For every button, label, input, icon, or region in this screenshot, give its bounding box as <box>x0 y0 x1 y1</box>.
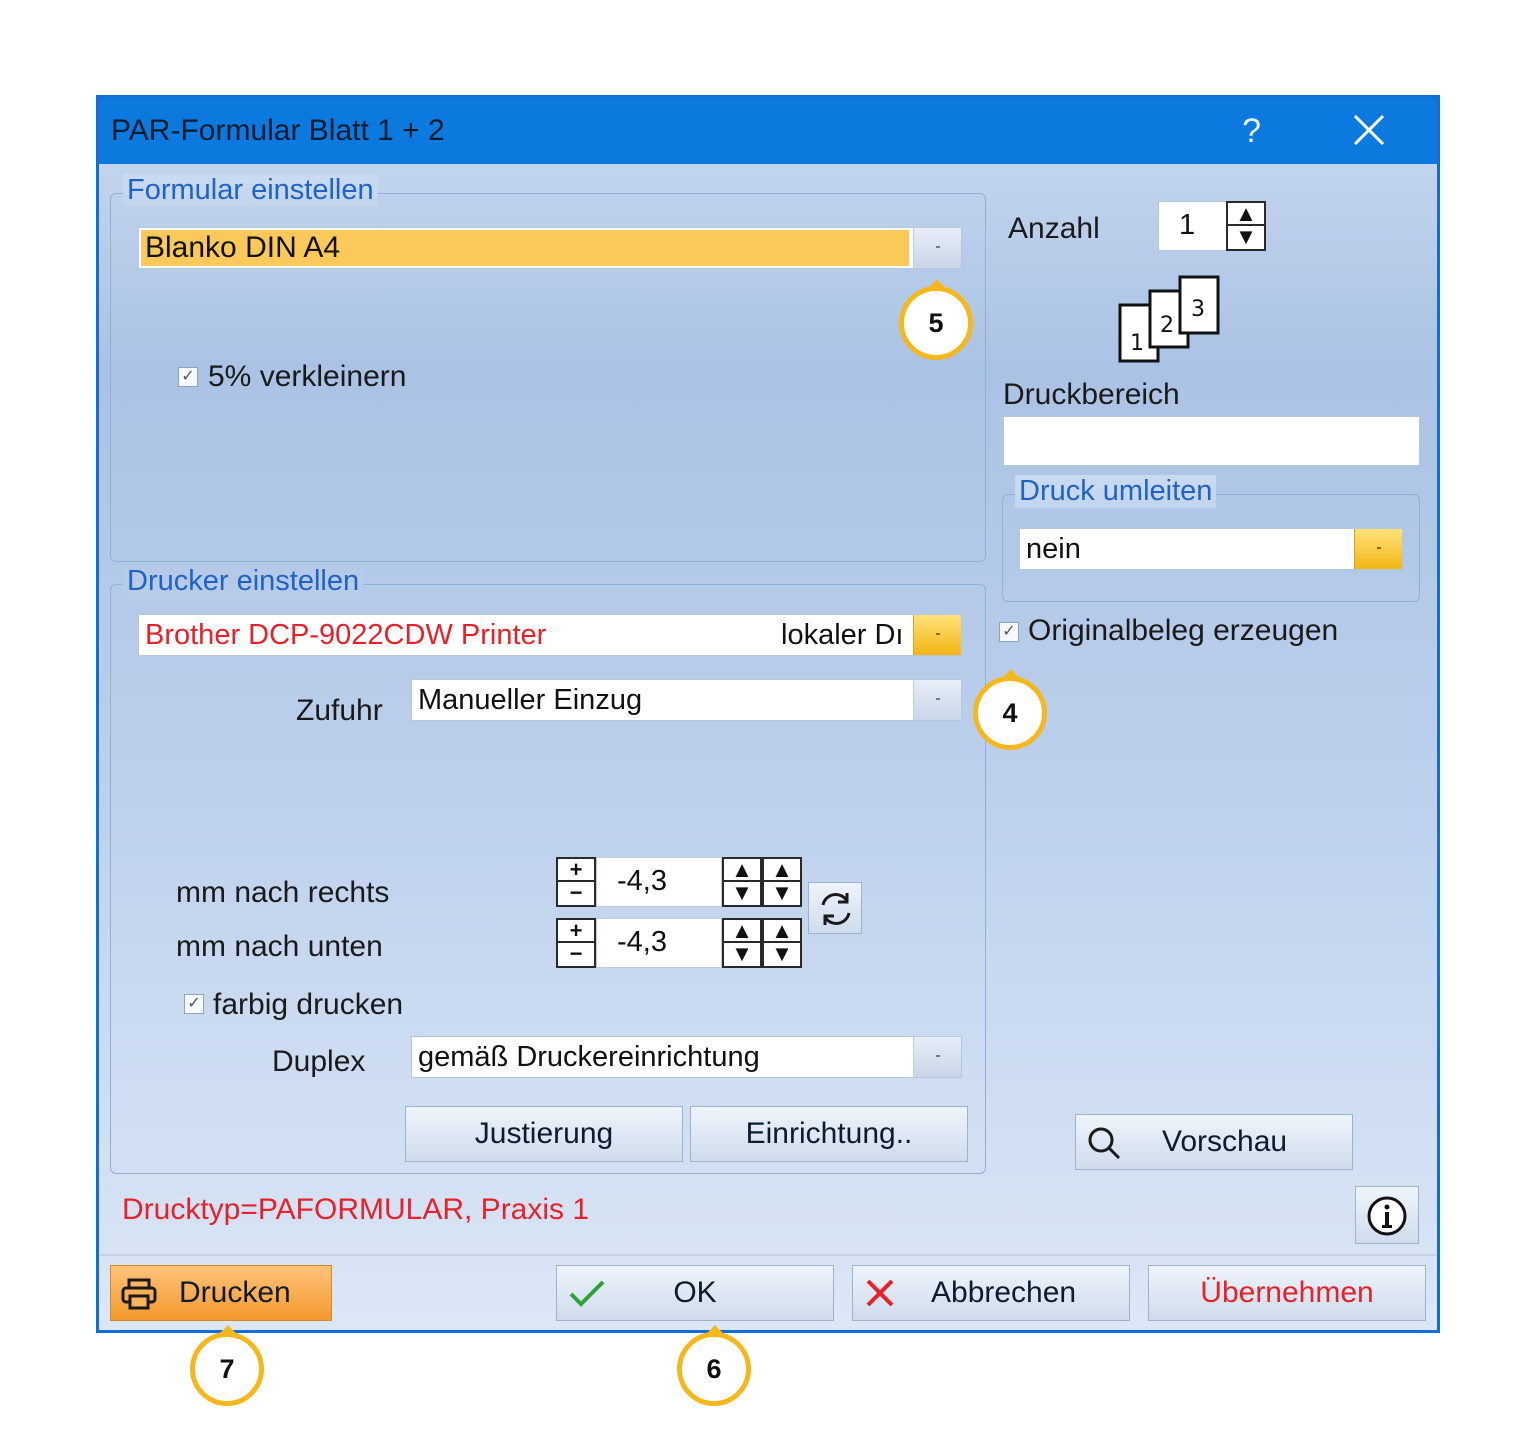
page-number-1: 1 <box>1130 331 1144 356</box>
umleiten-value: nein <box>1026 533 1081 565</box>
arrow-up-icon[interactable]: ▲ <box>724 920 760 943</box>
right-offset-input[interactable] <box>596 857 722 907</box>
einrichtung-label: Einrichtung.. <box>745 1117 913 1150</box>
printer-icon <box>121 1278 157 1310</box>
info-icon <box>1356 1187 1420 1245</box>
page-number-2: 2 <box>1160 313 1174 338</box>
duplex-select[interactable] <box>411 1036 962 1078</box>
vorschau-label: Vorschau <box>1162 1125 1288 1158</box>
footer-separator <box>99 1254 1437 1256</box>
drucken-button[interactable] <box>110 1265 332 1321</box>
arrow-up-icon[interactable]: ▲ <box>764 920 800 943</box>
justierung-button[interactable] <box>405 1106 683 1162</box>
abbrechen-button[interactable] <box>852 1265 1130 1321</box>
plus-icon[interactable]: + <box>558 859 594 882</box>
originalbeleg-label: Originalbeleg erzeugen <box>1028 614 1339 647</box>
callout-5: 5 <box>899 286 973 360</box>
color-label: farbig drucken <box>213 988 404 1021</box>
down-offset-spinner-2[interactable] <box>762 918 802 968</box>
minus-icon[interactable]: − <box>569 880 583 905</box>
shrink-checkbox[interactable]: ✓ <box>178 367 198 387</box>
umleiten-legend: Druck umleiten <box>1015 475 1216 508</box>
right-offset-label: mm nach rechts <box>176 876 390 909</box>
zufuhr-label: Zufuhr <box>296 694 383 727</box>
ok-label: OK <box>673 1276 717 1309</box>
formular-select[interactable] <box>138 227 962 269</box>
arrow-down-icon[interactable]: ▼ <box>771 880 793 905</box>
printer-dropdown-button[interactable] <box>913 615 961 655</box>
justierung-label: Justierung <box>474 1117 614 1150</box>
color-checkbox[interactable]: ✓ <box>184 994 204 1014</box>
down-offset-label: mm nach unten <box>176 930 383 963</box>
printer-select[interactable] <box>138 614 962 656</box>
right-offset-plusminus[interactable] <box>556 857 596 907</box>
umleiten-dropdown-button[interactable] <box>1354 529 1402 569</box>
down-offset-plusminus[interactable] <box>556 918 596 968</box>
arrow-up-icon[interactable]: ▲ <box>724 859 760 882</box>
zufuhr-dropdown-button[interactable] <box>913 680 961 720</box>
title-bar <box>99 98 1437 164</box>
arrow-down-icon[interactable]: ▼ <box>1235 224 1257 249</box>
vorschau-button[interactable] <box>1075 1114 1353 1170</box>
arrow-down-icon[interactable]: ▼ <box>731 880 753 905</box>
druckbereich-input[interactable] <box>1003 416 1420 466</box>
right-offset-spinner-1[interactable] <box>722 857 762 907</box>
formular-dropdown-button[interactable] <box>913 228 961 268</box>
down-offset-spinner-1[interactable] <box>722 918 762 968</box>
down-offset-input[interactable] <box>596 918 722 968</box>
arrow-up-icon[interactable]: ▲ <box>1228 203 1264 226</box>
einrichtung-button[interactable] <box>690 1106 968 1162</box>
pages-stack-icon <box>1114 274 1229 366</box>
shrink-label: 5% verkleinern <box>208 360 407 393</box>
callout-4: 4 <box>973 676 1047 750</box>
right-offset-value: -4,3 <box>617 865 667 897</box>
formular-selected-value: Blanko DIN A4 <box>145 231 341 264</box>
drucken-label: Drucken <box>179 1276 291 1309</box>
printer-name: Brother DCP-9022CDW Printer <box>145 619 547 651</box>
originalbeleg-checkbox[interactable]: ✓ <box>999 622 1019 642</box>
search-icon <box>1086 1125 1122 1161</box>
close-icon[interactable] <box>1351 112 1387 148</box>
printer-location: lokaler Dı <box>781 619 904 651</box>
duplex-dropdown-button[interactable] <box>913 1037 961 1077</box>
minus-icon[interactable]: − <box>569 941 583 966</box>
help-button[interactable]: ? <box>1242 112 1261 150</box>
arrow-up-icon[interactable]: ▲ <box>764 859 800 882</box>
plus-icon[interactable]: + <box>558 920 594 943</box>
info-button[interactable] <box>1355 1186 1419 1244</box>
umleiten-select[interactable] <box>1019 528 1403 570</box>
arrow-down-icon[interactable]: ▼ <box>731 941 753 966</box>
druckbereich-label: Druckbereich <box>1003 378 1180 411</box>
arrow-down-icon[interactable]: ▼ <box>771 941 793 966</box>
callout-7: 7 <box>190 1332 264 1406</box>
reset-offsets-button[interactable] <box>808 882 862 934</box>
anzahl-label: Anzahl <box>1008 212 1100 245</box>
duplex-label: Duplex <box>272 1045 366 1078</box>
page-number-3: 3 <box>1191 297 1205 322</box>
abbrechen-label: Abbrechen <box>931 1276 1077 1309</box>
refresh-icon <box>809 883 863 935</box>
anzahl-input[interactable] <box>1158 201 1228 251</box>
uebernehmen-label: Übernehmen <box>1200 1276 1374 1309</box>
uebernehmen-button[interactable] <box>1148 1265 1426 1321</box>
duplex-value: gemäß Druckereinrichtung <box>418 1041 760 1073</box>
status-text: Drucktyp=PAFORMULAR, Praxis 1 <box>122 1193 590 1226</box>
anzahl-value: 1 <box>1179 209 1196 241</box>
anzahl-spinner[interactable] <box>1226 201 1266 251</box>
right-offset-spinner-2[interactable] <box>762 857 802 907</box>
zufuhr-select[interactable] <box>411 679 962 721</box>
down-offset-value: -4,3 <box>617 926 667 958</box>
drucker-legend: Drucker einstellen <box>123 565 363 598</box>
window-title: PAR-Formular Blatt 1 + 2 <box>111 114 445 147</box>
cancel-x-icon <box>865 1278 895 1308</box>
formular-legend: Formular einstellen <box>123 174 378 207</box>
ok-button[interactable] <box>556 1265 834 1321</box>
checkmark-icon <box>567 1278 607 1310</box>
callout-6: 6 <box>677 1332 751 1406</box>
zufuhr-value: Manueller Einzug <box>418 684 643 716</box>
